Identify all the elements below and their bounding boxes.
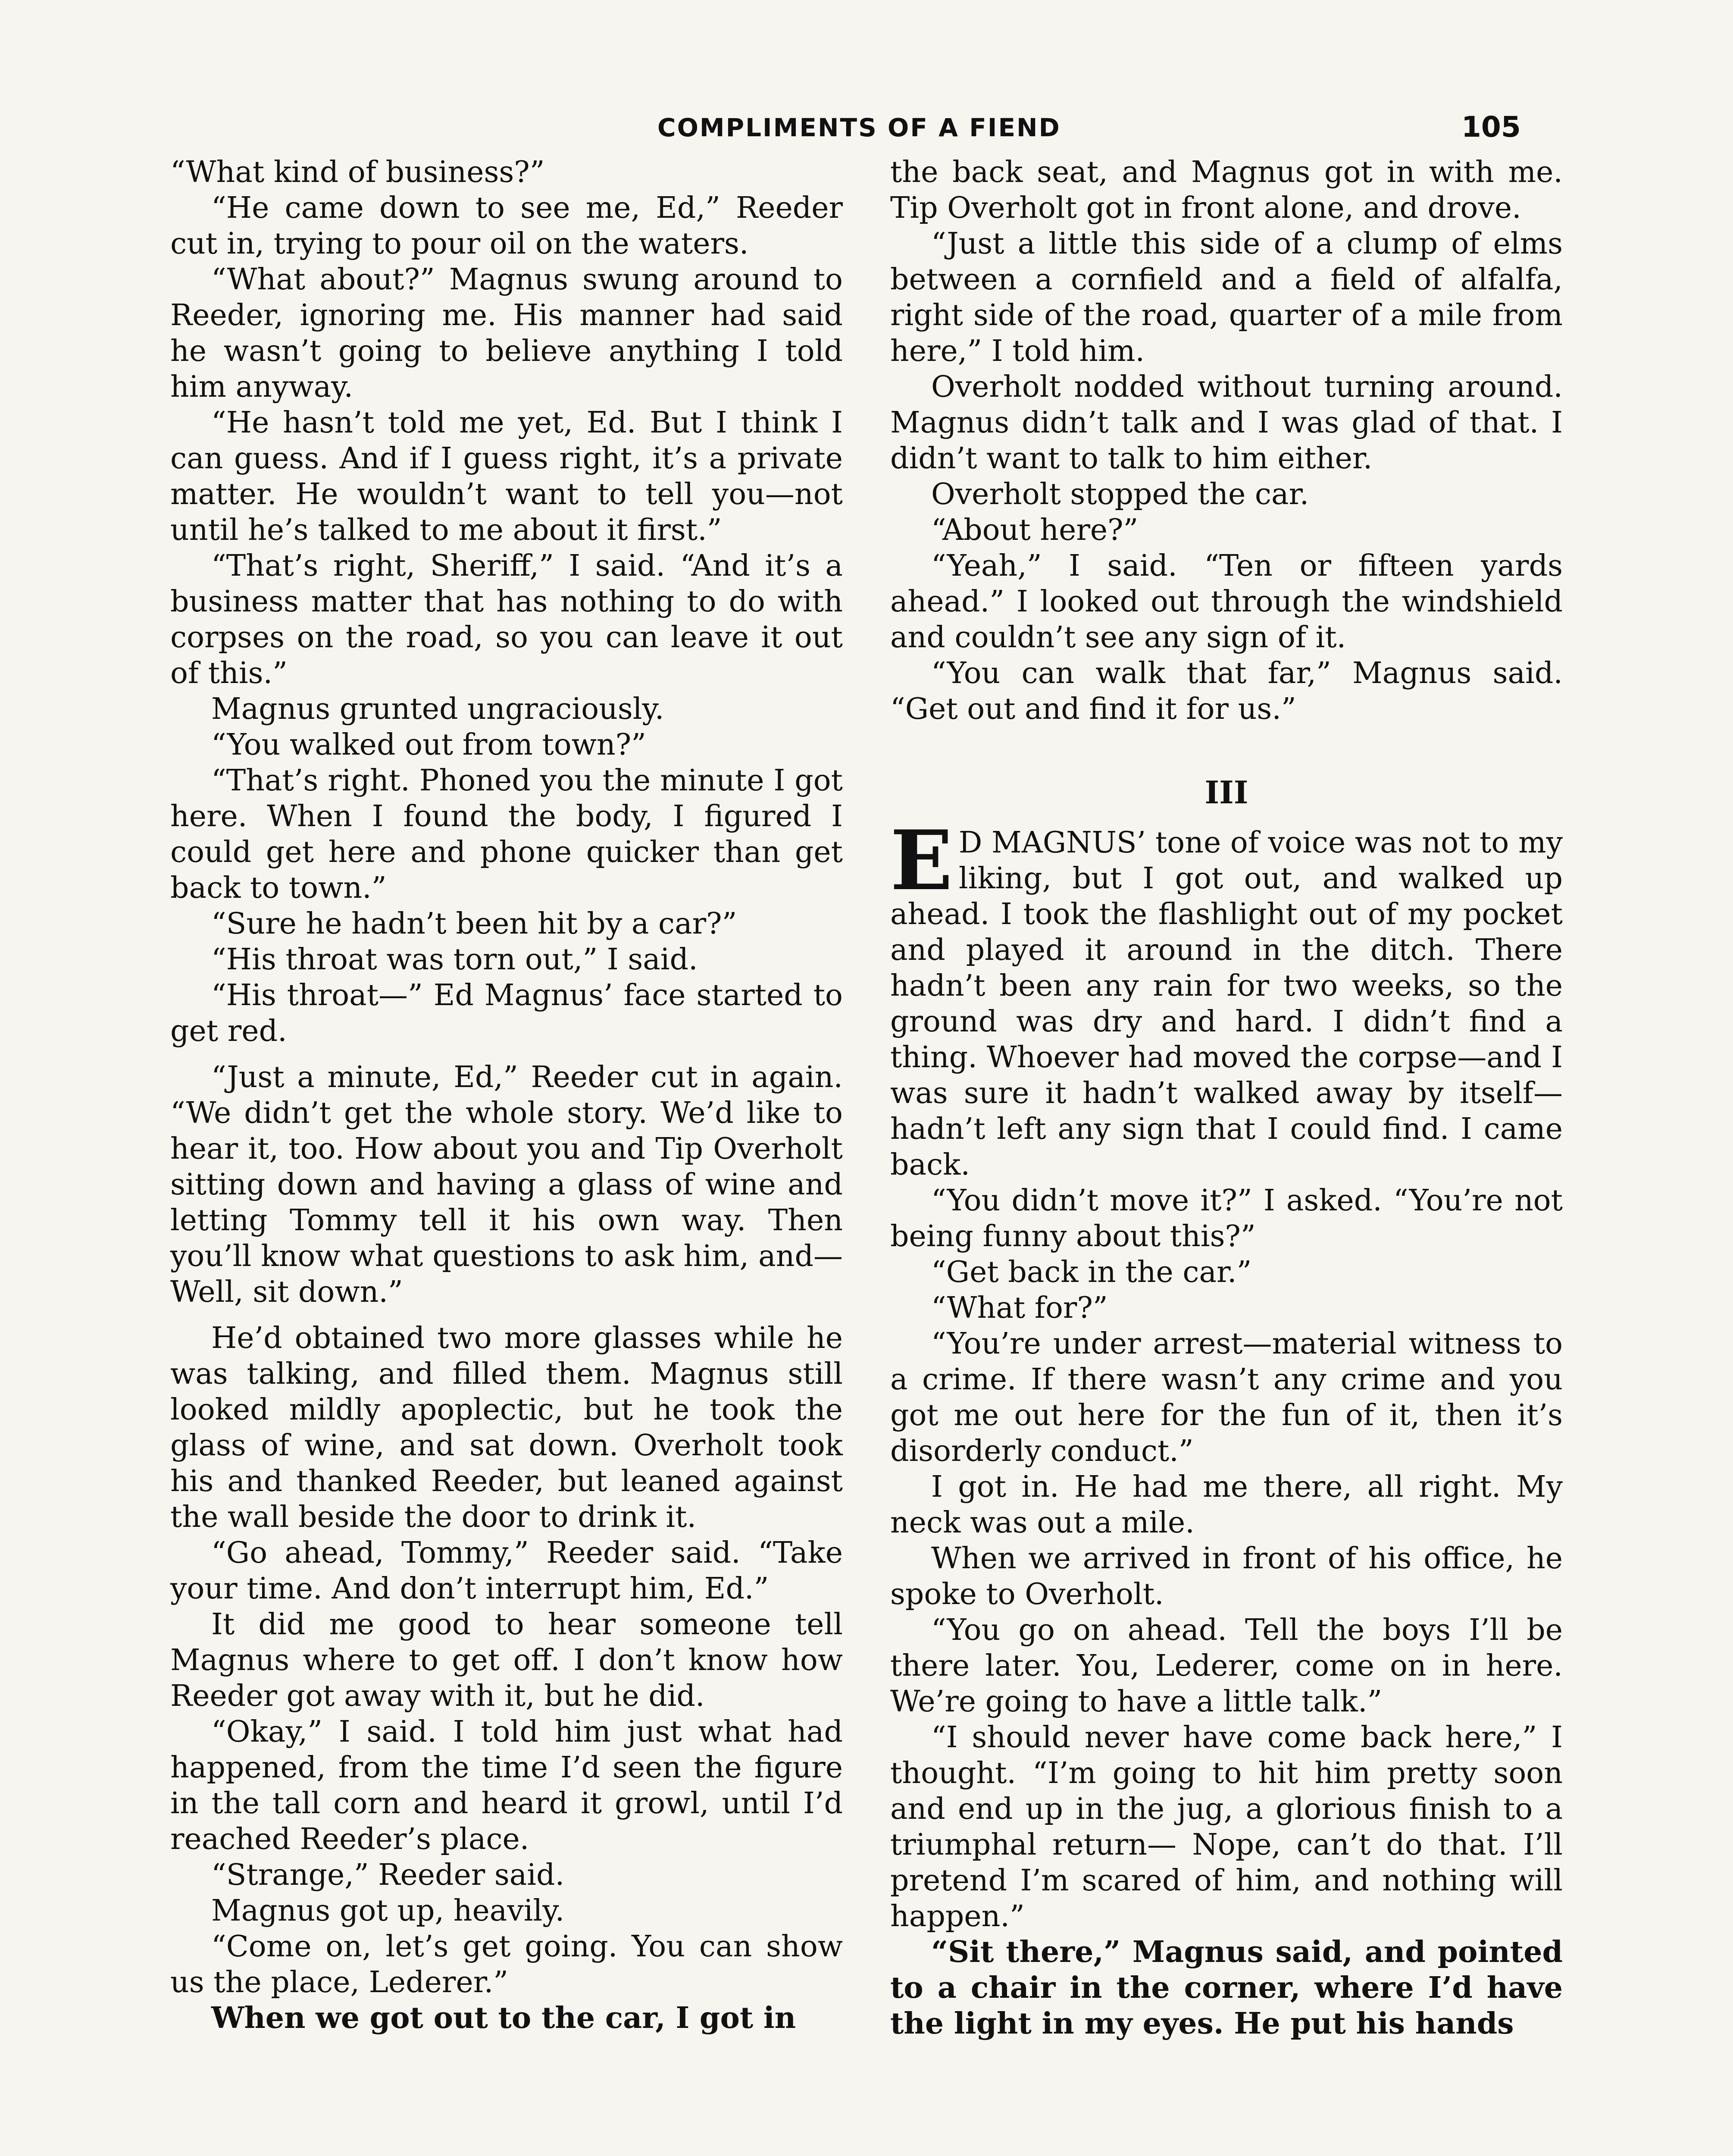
paragraph: “You’re under arrest—material witness to a crime. If there wasn’t any crime and you got me out here for the fun of it, then it’s disorderly conduct.” [890, 1327, 1563, 1468]
running-title: COMPLIMENTS OF A FIEND [657, 113, 1061, 142]
paragraph: “You walked out from town?” [211, 728, 646, 762]
paragraph: “Get back in the car.” [931, 1255, 1252, 1289]
paragraph: “His throat—” Ed Magnus’ face started to get red. [170, 978, 843, 1048]
paragraph: “His throat was torn out,” I said. [211, 943, 698, 977]
paragraph: “That’s right, Sheriff,” I said. “And it’s a business matter that has nothing to do with corpses on the road, so you can leave it out of this.” [170, 549, 843, 690]
paragraph: “About here?” [931, 513, 1139, 547]
paragraph: “Just a minute, Ed,” Reeder cut in again. “We didn’t get the whole story. We’d like to hear it, too. How about you and Tip Overholt sitting down and having a glass of wine and letting Tommy tell it his own way. Then you’ll know what questions to ask him, and— Well, sit down.” [170, 1060, 843, 1309]
paragraph: “Yeah,” I said. “Ten or fifteen yards ahead.” I looked out through the windshield and couldn’t see any sign of it. [890, 549, 1563, 655]
page-header [0, 110, 1733, 152]
paragraph: “What for?” [931, 1291, 1108, 1325]
paragraph: “Come on, let’s get going. You can show us the place, Lederer.” [170, 1930, 843, 1999]
paragraph: When we arrived in front of his office, he spoke to Overholt. [890, 1542, 1563, 1611]
chapter-heading: III [1204, 774, 1248, 811]
paragraph: “He hasn’t told me yet, Ed. But I think I can guess. And if I guess right, it’s a private matter. He wouldn’t want to tell you—not until he’s talked to me about it first.” [170, 406, 843, 547]
paragraph: Overholt stopped the car. [931, 477, 1309, 511]
paragraph: “What about?” Magnus swung around to Reeder, ignoring me. His manner had said he wasn’t going to believe anything I told him anyway. [170, 263, 843, 404]
paragraph: Magnus grunted ungraciously. [211, 692, 664, 726]
paragraph: I got in. He had me there, all right. My neck was out a mile. [890, 1470, 1563, 1540]
paragraph: “Sit there,” Magnus said, and pointed to a chair in the corner, where I’d have the light in my eyes. He put his hands [890, 1935, 1563, 2041]
paragraph: It did me good to hear someone tell Magnus where to get off. I don’t know how Reeder got away with it, but he did. [170, 1608, 843, 1713]
paragraph: “That’s right. Phoned you the minute I got here. When I found the body, I figured I could get here and phone quicker than get back to town.” [170, 764, 843, 905]
paragraph: “Sure he hadn’t been hit by a car?” [211, 907, 737, 941]
paragraph: “You go on ahead. Tell the boys I’ll be there later. You, Lederer, come on in here. We’re going to have a little talk.” [890, 1613, 1563, 1719]
paragraph: the back seat, and Magnus got in with me. Tip Overholt got in front alone, and drove. [890, 155, 1563, 225]
paragraph: He’d obtained two more glasses while he was talking, and filled them. Magnus still looked mildly apoplectic, but he took the glass of wine, and sat down. Overholt took his and thanked Reeder, but leaned against the wall beside the door to drink it. [170, 1321, 843, 1534]
paragraph: “Okay,” I said. I told him just what had happened, from the time I’d seen the figure in the tall corn and heard it growl, until I’d reached Reeder’s place. [170, 1715, 843, 1856]
paragraph: “Go ahead, Tommy,” Reeder said. “Take your time. And don’t interrupt him, Ed.” [170, 1536, 843, 1606]
left-column [170, 154, 843, 2036]
paragraph: “You can walk that far,” Magnus said. “Get out and find it for us.” [890, 656, 1563, 726]
dropcap-paragraph-text: D MAGNUS’ tone of voice was not to my liking, but I got out, and walked up ahead. I took the flashlight out of my pocket and played it around in the ditch. There hadn’t been any rain for two weeks, so the ground was dry and hard. I didn’t find a thing. Whoever had moved the corpse—and I was sure it hadn’t walked away by itself—hadn’t left any sign that I could find. I came back. [890, 826, 1563, 1182]
dropcap-paragraph [890, 812, 1563, 1183]
right-column [890, 154, 1563, 2042]
paragraph: “What kind of business?” [170, 155, 545, 189]
paragraph: “He came down to see me, Ed,” Reeder cut in, trying to pour oil on the waters. [170, 191, 843, 261]
drop-cap: E [890, 812, 953, 909]
paragraph: “Strange,” Reeder said. [211, 1858, 565, 1892]
paragraph: When we got out to the car, I got in [211, 2001, 796, 2035]
page-number: 105 [1461, 110, 1521, 144]
paragraph: “You didn’t move it?” I asked. “You’re not being funny about this?” [890, 1184, 1563, 1253]
paragraph: “I should never have come back here,” I thought. “I’m going to hit him pretty soon and end up in the jug, a glorious finish to a triumphal return— Nope, can’t do that. I’ll pretend I’m scared of him, and nothing will happen.” [890, 1720, 1563, 1934]
paragraph: Magnus got up, heavily. [211, 1894, 565, 1928]
paragraph: “Just a little this side of a clump of elms between a cornfield and a field of alfalfa, right side of the road, quarter of a mile from here,” I told him. [890, 227, 1563, 368]
paragraph: Overholt nodded without turning around. Magnus didn’t talk and I was glad of that. I didn’t want to talk to him either. [890, 370, 1563, 476]
